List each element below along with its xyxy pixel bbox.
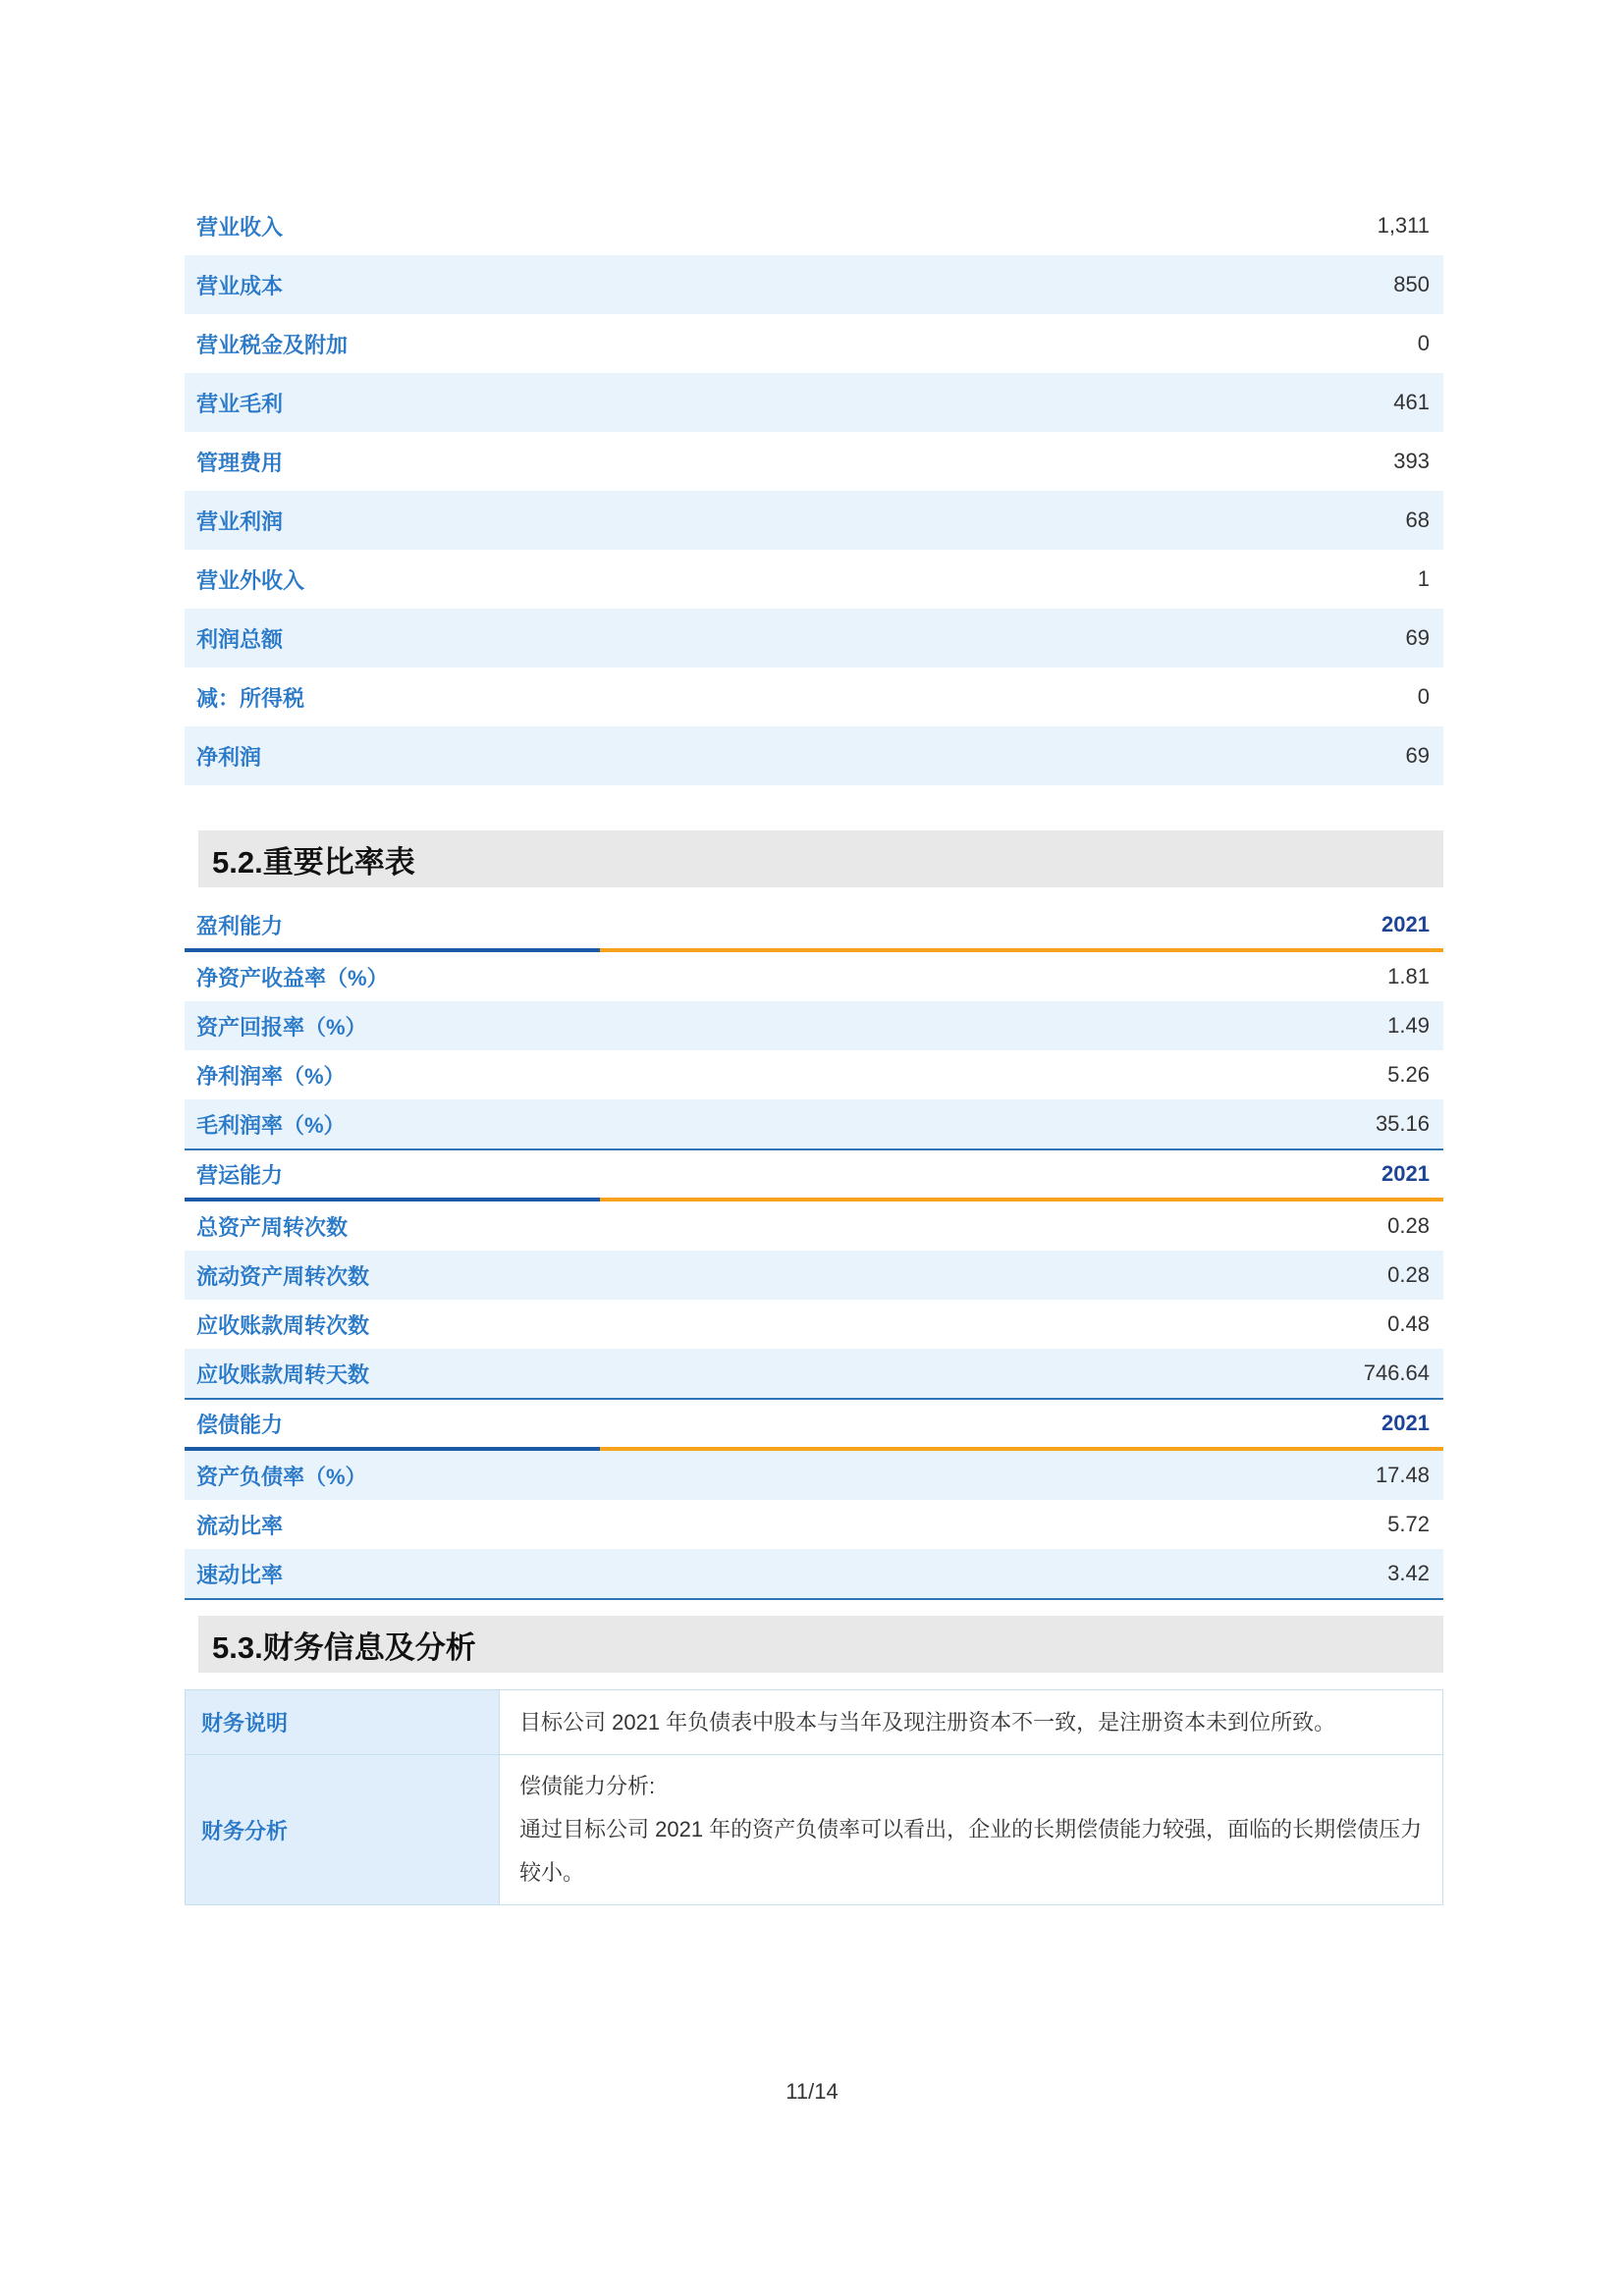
row-value: 393: [1393, 449, 1430, 473]
table-row: [185, 667, 1443, 726]
finance-desc-text: 目标公司 2021 年负债表中股本与当年及现注册资本不一致，是注册资本未到位所致。: [519, 1709, 1336, 1735]
table-row: [185, 491, 1443, 550]
table-row: [185, 373, 1443, 432]
table-row: [185, 1050, 1443, 1099]
ratio-section-name: 盈利能力: [196, 913, 284, 938]
row-value: 35.16: [1375, 1111, 1430, 1136]
row-value: 0: [1417, 331, 1430, 355]
row-label: 利润总额: [196, 626, 284, 652]
section-title: 5.2.重要比率表: [212, 844, 415, 880]
row-label: 营业毛利: [196, 391, 284, 416]
table-row: [185, 1251, 1443, 1300]
row-label: 流动比率: [196, 1513, 284, 1538]
table-row: [185, 1349, 1443, 1398]
ratio-section-header-inner: [185, 1400, 1443, 1447]
table-row: [185, 1201, 1443, 1251]
row-value: 69: [1405, 625, 1430, 650]
row-value: 17.48: [1375, 1463, 1430, 1487]
table-row: [185, 255, 1443, 314]
table-row: [185, 1300, 1443, 1349]
row-label: 速动比率: [196, 1562, 284, 1587]
table-row: [185, 550, 1443, 609]
table-row: [185, 726, 1443, 785]
row-label: 管理费用: [196, 450, 284, 475]
table-row: [185, 609, 1443, 667]
row-label: 资产负债率（%）: [196, 1464, 367, 1489]
table-row: [185, 1099, 1443, 1148]
ratio-section-header: [185, 901, 1443, 952]
row-value: 5.72: [1387, 1512, 1430, 1536]
income-statement-table: [185, 196, 1443, 785]
row-label: 营业成本: [196, 273, 284, 298]
ratio-section-header: [185, 1150, 1443, 1201]
table-row: [185, 1001, 1443, 1050]
table-row: [185, 1451, 1443, 1500]
finance-desc-label: 财务说明: [186, 1690, 500, 1755]
row-label: 总资产周转次数: [196, 1214, 349, 1240]
ratio-section-header-inner: [185, 1150, 1443, 1198]
row-label: 减：所得税: [196, 685, 305, 711]
table-row: [185, 314, 1443, 373]
table-row: [185, 1549, 1443, 1598]
row-value: 0.28: [1387, 1262, 1430, 1287]
row-value: 0.48: [1387, 1311, 1430, 1336]
row-value: 3.42: [1387, 1561, 1430, 1585]
page-number: 11/14: [785, 2079, 839, 2104]
ratio-section-name: 营运能力: [196, 1162, 284, 1188]
row-value: 746.64: [1363, 1361, 1430, 1385]
row-label: 应收账款周转天数: [196, 1362, 370, 1387]
table-row: [186, 1755, 1443, 1905]
row-value: 850: [1393, 272, 1430, 296]
row-label: 营业税金及附加: [196, 332, 349, 357]
table-row: [185, 196, 1443, 255]
ratio-section-header: [185, 1400, 1443, 1451]
key-ratios-table: [185, 901, 1443, 1600]
row-value: 1: [1417, 566, 1430, 591]
finance-analysis-content: [500, 1755, 1443, 1905]
finance-analysis-label: 财务分析: [186, 1755, 500, 1905]
row-value: 68: [1405, 507, 1430, 532]
row-label: 应收账款周转次数: [196, 1312, 370, 1338]
section-header-5-3: [198, 1616, 1443, 1673]
finance-info-table: [185, 1689, 1443, 1905]
row-label: 营业利润: [196, 508, 284, 534]
ratio-section-year: 2021: [1381, 1411, 1430, 1435]
row-value: 1.81: [1387, 964, 1430, 988]
row-value: 0: [1417, 684, 1430, 709]
finance-analysis-text-line: 通过目标公司 2021 年的资产负债率可以看出，企业的长期偿债能力较强，面临的长期偿债压力较小。: [519, 1817, 1423, 1885]
table-row: [185, 432, 1443, 491]
row-value: 5.26: [1387, 1062, 1430, 1087]
row-label: 资产回报率（%）: [196, 1014, 367, 1040]
row-label: 净利润: [196, 744, 262, 770]
row-value: 69: [1405, 743, 1430, 768]
row-value: 461: [1393, 390, 1430, 414]
row-label: 净利润率（%）: [196, 1063, 346, 1089]
report-page-content: [185, 0, 1443, 1905]
section-title: 5.3.财务信息及分析: [212, 1629, 476, 1665]
table-row: [185, 1500, 1443, 1549]
finance-desc-content: [500, 1690, 1443, 1755]
row-label: 营业外收入: [196, 567, 305, 593]
row-label: 流动资产周转次数: [196, 1263, 370, 1289]
ratio-section-year: 2021: [1381, 912, 1430, 936]
row-value: 0.28: [1387, 1213, 1430, 1238]
section-header-5-2: [198, 830, 1443, 887]
ratio-section-year: 2021: [1381, 1161, 1430, 1186]
row-label: 营业收入: [196, 214, 284, 240]
table-row: [186, 1690, 1443, 1755]
row-value: 1.49: [1387, 1013, 1430, 1038]
row-label: 净资产收益率（%）: [196, 965, 389, 990]
row-label: 毛利润率（%）: [196, 1112, 346, 1138]
section-separator-line: [185, 1598, 1443, 1600]
finance-analysis-text-line: 偿债能力分析:: [519, 1774, 656, 1798]
ratio-section-name: 偿债能力: [196, 1412, 284, 1437]
ratio-section-header-inner: [185, 901, 1443, 948]
row-value: 1,311: [1377, 213, 1430, 238]
table-row: [185, 952, 1443, 1001]
